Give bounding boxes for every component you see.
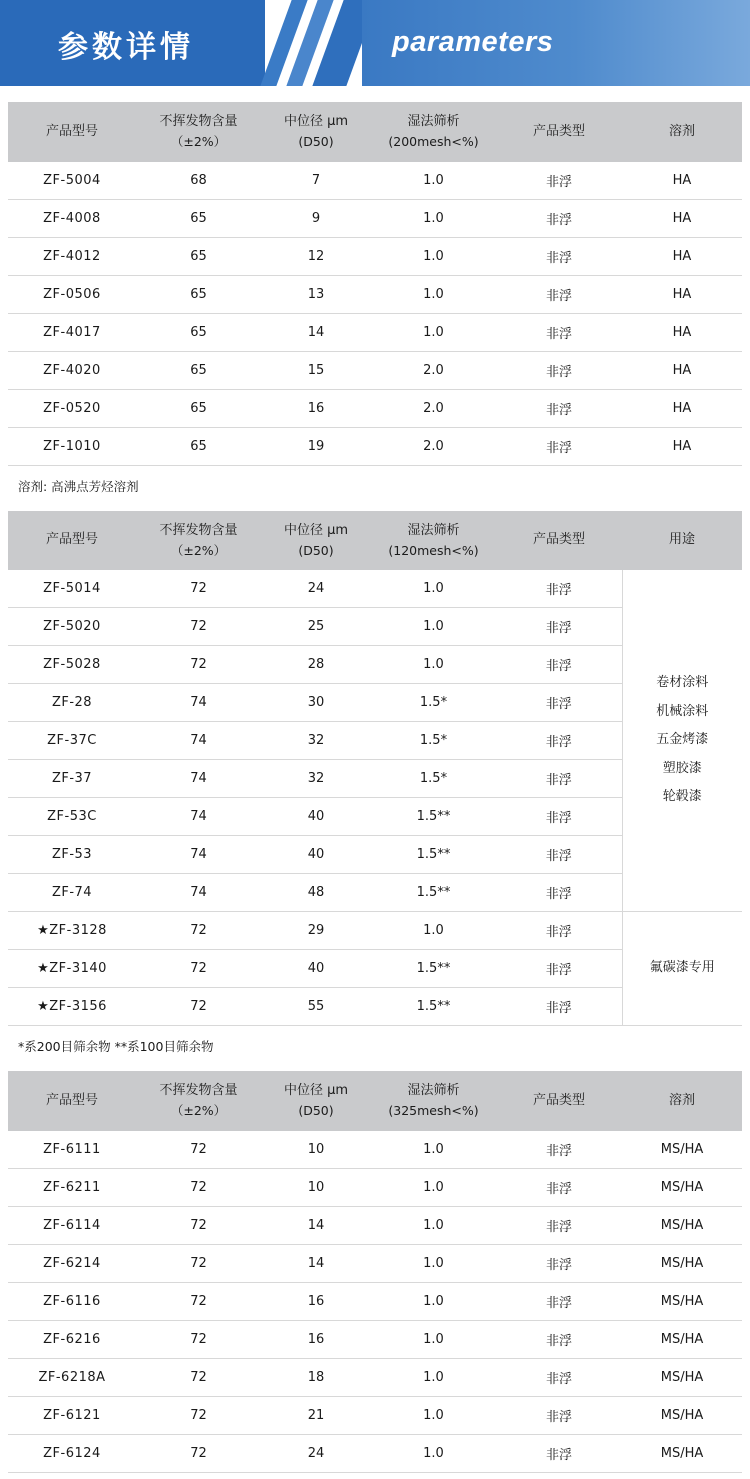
- cell-sieve: 1.0: [371, 1358, 496, 1396]
- usage-line: 轮毂漆: [662, 789, 702, 805]
- cell-median: 40: [261, 798, 371, 836]
- cell-type: 非浮: [496, 1358, 622, 1396]
- table-header-row: [8, 1071, 742, 1131]
- cell-nonvolatile: 72: [136, 570, 261, 608]
- cell-median: 12: [261, 237, 371, 275]
- table-2-body: [8, 570, 742, 1026]
- cell-median: 10: [261, 1131, 371, 1169]
- cell-model: ZF-4012: [8, 237, 136, 275]
- cell-model: ZF-6216: [8, 1320, 136, 1358]
- table-row: [8, 1358, 742, 1396]
- cell-nonvolatile: 65: [136, 199, 261, 237]
- cell-nonvolatile: 72: [136, 1168, 261, 1206]
- cell-solvent: MS/HA: [622, 1358, 742, 1396]
- cell-model: ★ZF-3140: [8, 950, 136, 988]
- cell-sieve: 1.0: [371, 1168, 496, 1206]
- th-nonvolatile: [136, 102, 261, 162]
- cell-nonvolatile: 65: [136, 275, 261, 313]
- table-3-wrap: [8, 1071, 742, 1473]
- cell-nonvolatile: 72: [136, 988, 261, 1026]
- cell-sieve: 1.0: [371, 1434, 496, 1472]
- table-header-row: [8, 511, 742, 571]
- th-median-diameter: [261, 102, 371, 162]
- th-model: 产品型号: [8, 511, 136, 571]
- cell-median: 28: [261, 646, 371, 684]
- cell-nonvolatile: 65: [136, 313, 261, 351]
- cell-median: 19: [261, 427, 371, 465]
- cell-model: ZF-37C: [8, 722, 136, 760]
- cell-sieve: 2.0: [371, 389, 496, 427]
- cell-sieve: 1.5*: [371, 760, 496, 798]
- usage-line: 卷材涂料: [656, 675, 709, 691]
- cell-solvent: MS/HA: [622, 1244, 742, 1282]
- cell-model: ZF-5004: [8, 162, 136, 200]
- th-sieve-line1: 湿法筛析: [407, 1083, 460, 1099]
- table-row: [8, 313, 742, 351]
- th-median-line2: (D50): [298, 1103, 334, 1119]
- cell-usage-group-1: [622, 570, 742, 912]
- table-row: [8, 570, 742, 608]
- cell-median: 24: [261, 570, 371, 608]
- page-title-en: parameters: [392, 26, 554, 58]
- cell-sieve: 1.5*: [371, 722, 496, 760]
- table-1-note: 溶剂: 高沸点芳烃溶剂: [18, 478, 139, 494]
- cell-model: ZF-6114: [8, 1206, 136, 1244]
- cell-model: ZF-53C: [8, 798, 136, 836]
- cell-type: 非浮: [496, 912, 622, 950]
- th-sieve-line2: (200mesh<%): [388, 134, 479, 150]
- cell-median: 7: [261, 162, 371, 200]
- th-median-line1: 中位径 μm: [283, 522, 349, 538]
- cell-model: ZF-5020: [8, 608, 136, 646]
- cell-sieve: 1.0: [371, 1320, 496, 1358]
- cell-nonvolatile: 72: [136, 1206, 261, 1244]
- cell-solvent: HA: [622, 313, 742, 351]
- cell-model: ZF-0506: [8, 275, 136, 313]
- cell-model: ZF-53: [8, 836, 136, 874]
- cell-model: ZF-74: [8, 874, 136, 912]
- th-sieve-line1: 湿法筛析: [407, 114, 460, 129]
- cell-median: 16: [261, 1320, 371, 1358]
- table-1-body: [8, 162, 742, 466]
- cell-model: ZF-1010: [8, 427, 136, 465]
- cell-type: 非浮: [496, 237, 622, 275]
- cell-solvent: MS/HA: [622, 1168, 742, 1206]
- cell-solvent: HA: [622, 199, 742, 237]
- th-product-type: 产品类型: [496, 1071, 622, 1131]
- cell-type: 非浮: [496, 1434, 622, 1472]
- cell-type: 非浮: [496, 760, 622, 798]
- th-median-diameter: [261, 1071, 371, 1131]
- cell-model: ZF-6116: [8, 1282, 136, 1320]
- cell-sieve: 1.0: [371, 237, 496, 275]
- cell-solvent: MS/HA: [622, 1396, 742, 1434]
- cell-nonvolatile: 74: [136, 684, 261, 722]
- cell-type: 非浮: [496, 1244, 622, 1282]
- cell-median: 14: [261, 1244, 371, 1282]
- th-solvent: 溶剂: [622, 1071, 742, 1131]
- cell-nonvolatile: 74: [136, 798, 261, 836]
- cell-type: 非浮: [496, 162, 622, 200]
- cell-median: 30: [261, 684, 371, 722]
- cell-model: ZF-4020: [8, 351, 136, 389]
- th-median-line1: 中位径 μm: [283, 114, 349, 129]
- th-median-line1: 中位径 μm: [283, 1083, 349, 1099]
- cell-type: 非浮: [496, 722, 622, 760]
- cell-nonvolatile: 65: [136, 389, 261, 427]
- usage-line: 塑胶漆: [662, 760, 702, 776]
- table-row: [8, 1396, 742, 1434]
- cell-model: ★ZF-3156: [8, 988, 136, 1026]
- cell-type: 非浮: [496, 389, 622, 427]
- cell-median: 10: [261, 1168, 371, 1206]
- cell-nonvolatile: 72: [136, 1320, 261, 1358]
- usage-line: 机械涂料: [656, 703, 709, 719]
- cell-model: ZF-5014: [8, 570, 136, 608]
- cell-type: 非浮: [496, 798, 622, 836]
- cell-sieve: 1.0: [371, 199, 496, 237]
- cell-type: 非浮: [496, 199, 622, 237]
- cell-nonvolatile: 65: [136, 427, 261, 465]
- cell-nonvolatile: 72: [136, 1434, 261, 1472]
- cell-model: ZF-6121: [8, 1396, 136, 1434]
- cell-nonvolatile: 72: [136, 950, 261, 988]
- cell-type: 非浮: [496, 1396, 622, 1434]
- table-2-wrap: [8, 511, 742, 1056]
- table-row: [8, 389, 742, 427]
- cell-solvent: MS/HA: [622, 1131, 742, 1169]
- parameters-table-1: [8, 102, 742, 466]
- cell-median: 14: [261, 313, 371, 351]
- cell-median: 24: [261, 1434, 371, 1472]
- table-row: [8, 275, 742, 313]
- cell-model: ZF-6214: [8, 1244, 136, 1282]
- cell-type: 非浮: [496, 570, 622, 608]
- cell-nonvolatile: 72: [136, 1396, 261, 1434]
- cell-solvent: HA: [622, 389, 742, 427]
- cell-median: 21: [261, 1396, 371, 1434]
- cell-sieve: 1.0: [371, 313, 496, 351]
- cell-sieve: 1.0: [371, 1282, 496, 1320]
- table-row: [8, 1320, 742, 1358]
- cell-type: 非浮: [496, 1206, 622, 1244]
- cell-type: 非浮: [496, 684, 622, 722]
- th-median-line2: (D50): [298, 542, 334, 558]
- cell-solvent: HA: [622, 237, 742, 275]
- cell-sieve: 1.0: [371, 1244, 496, 1282]
- th-solvent: 溶剂: [622, 102, 742, 162]
- cell-sieve: 2.0: [371, 427, 496, 465]
- cell-model: ZF-0520: [8, 389, 136, 427]
- th-product-type: 产品类型: [496, 511, 622, 571]
- table-row: [8, 351, 742, 389]
- table-header-row: [8, 102, 742, 162]
- cell-sieve: 1.5**: [371, 836, 496, 874]
- cell-type: 非浮: [496, 351, 622, 389]
- th-nonvolatile-line1: 不挥发物含量: [159, 1083, 238, 1099]
- cell-sieve: 2.0: [371, 351, 496, 389]
- cell-median: 16: [261, 389, 371, 427]
- cell-model: ZF-5028: [8, 646, 136, 684]
- th-usage: 用途: [622, 511, 742, 571]
- cell-model: ZF-6124: [8, 1434, 136, 1472]
- cell-sieve: 1.5**: [371, 798, 496, 836]
- cell-nonvolatile: 72: [136, 646, 261, 684]
- cell-median: 29: [261, 912, 371, 950]
- table-3-body: [8, 1131, 742, 1473]
- cell-median: 40: [261, 836, 371, 874]
- cell-nonvolatile: 72: [136, 1131, 261, 1169]
- cell-model: ZF-6211: [8, 1168, 136, 1206]
- page-title-cn: 参数详情: [58, 30, 194, 65]
- th-model: 产品型号: [8, 1071, 136, 1131]
- th-nonvolatile-line2: （±2%）: [170, 1103, 227, 1119]
- cell-sieve: 1.0: [371, 646, 496, 684]
- table-row: [8, 237, 742, 275]
- cell-type: 非浮: [496, 608, 622, 646]
- cell-model: ★ZF-3128: [8, 912, 136, 950]
- cell-sieve: 1.0: [371, 608, 496, 646]
- table-row: [8, 1131, 742, 1169]
- th-nonvolatile-line2: （±2%）: [170, 134, 227, 150]
- cell-model: ZF-6218A: [8, 1358, 136, 1396]
- table-row: [8, 1206, 742, 1244]
- cell-type: 非浮: [496, 427, 622, 465]
- cell-median: 25: [261, 608, 371, 646]
- cell-nonvolatile: 72: [136, 608, 261, 646]
- cell-model: ZF-4017: [8, 313, 136, 351]
- th-model: 产品型号: [8, 102, 136, 162]
- cell-type: 非浮: [496, 836, 622, 874]
- cell-nonvolatile: 65: [136, 351, 261, 389]
- cell-model: ZF-28: [8, 684, 136, 722]
- cell-nonvolatile: 65: [136, 237, 261, 275]
- table-row: [8, 162, 742, 200]
- cell-nonvolatile: 72: [136, 1358, 261, 1396]
- cell-model: ZF-37: [8, 760, 136, 798]
- cell-sieve: 1.5**: [371, 874, 496, 912]
- usage-line: 五金烤漆: [656, 732, 709, 748]
- cell-median: 32: [261, 722, 371, 760]
- table-row: [8, 912, 742, 950]
- table-2-note: *系200目筛余物 **系100目筛余物: [18, 1039, 214, 1055]
- th-wet-sieve: [371, 102, 496, 162]
- cell-type: 非浮: [496, 874, 622, 912]
- cell-sieve: 1.0: [371, 1131, 496, 1169]
- cell-nonvolatile: 68: [136, 162, 261, 200]
- th-nonvolatile-line2: （±2%）: [170, 542, 227, 558]
- cell-nonvolatile: 74: [136, 874, 261, 912]
- cell-sieve: 1.0: [371, 1206, 496, 1244]
- th-median-line2: (D50): [298, 134, 334, 150]
- bottom-spacer: [0, 1473, 750, 1479]
- cell-median: 15: [261, 351, 371, 389]
- cell-solvent: MS/HA: [622, 1282, 742, 1320]
- cell-type: 非浮: [496, 950, 622, 988]
- th-nonvolatile-line1: 不挥发物含量: [159, 114, 238, 129]
- cell-usage-group-2: 氟碳漆专用: [622, 912, 742, 1026]
- cell-median: 48: [261, 874, 371, 912]
- th-nonvolatile-line1: 不挥发物含量: [159, 522, 238, 538]
- th-nonvolatile: [136, 1071, 261, 1131]
- cell-median: 18: [261, 1358, 371, 1396]
- cell-sieve: 1.0: [371, 1396, 496, 1434]
- table-row: [8, 1168, 742, 1206]
- cell-type: 非浮: [496, 275, 622, 313]
- cell-median: 40: [261, 950, 371, 988]
- cell-median: 13: [261, 275, 371, 313]
- table-row: [8, 1282, 742, 1320]
- cell-nonvolatile: 72: [136, 912, 261, 950]
- cell-model: ZF-6111: [8, 1131, 136, 1169]
- cell-sieve: 1.0: [371, 275, 496, 313]
- cell-solvent: MS/HA: [622, 1206, 742, 1244]
- cell-median: 14: [261, 1206, 371, 1244]
- cell-sieve: 1.0: [371, 912, 496, 950]
- th-sieve-line2: (325mesh<%): [388, 1103, 479, 1119]
- cell-solvent: MS/HA: [622, 1434, 742, 1472]
- cell-type: 非浮: [496, 1131, 622, 1169]
- table-1-wrap: [8, 102, 742, 495]
- cell-sieve: 1.0: [371, 570, 496, 608]
- cell-solvent: MS/HA: [622, 1320, 742, 1358]
- cell-type: 非浮: [496, 1168, 622, 1206]
- table-row: [8, 1434, 742, 1472]
- cell-nonvolatile: 72: [136, 1282, 261, 1320]
- cell-sieve: 1.5**: [371, 950, 496, 988]
- cell-median: 55: [261, 988, 371, 1026]
- cell-sieve: 1.5*: [371, 684, 496, 722]
- cell-median: 32: [261, 760, 371, 798]
- table-row: [8, 199, 742, 237]
- parameters-table-2: [8, 511, 742, 1027]
- cell-sieve: 1.5**: [371, 988, 496, 1026]
- th-nonvolatile: [136, 511, 261, 571]
- cell-nonvolatile: 74: [136, 722, 261, 760]
- page-banner: [0, 0, 750, 86]
- cell-solvent: HA: [622, 427, 742, 465]
- cell-type: 非浮: [496, 1282, 622, 1320]
- cell-type: 非浮: [496, 1320, 622, 1358]
- cell-median: 9: [261, 199, 371, 237]
- cell-sieve: 1.0: [371, 162, 496, 200]
- cell-type: 非浮: [496, 646, 622, 684]
- cell-solvent: HA: [622, 162, 742, 200]
- cell-model: ZF-4008: [8, 199, 136, 237]
- parameters-table-3: [8, 1071, 742, 1473]
- cell-nonvolatile: 74: [136, 760, 261, 798]
- cell-nonvolatile: 74: [136, 836, 261, 874]
- table-row: [8, 1244, 742, 1282]
- th-median-diameter: [261, 511, 371, 571]
- th-wet-sieve: [371, 1071, 496, 1131]
- th-product-type: 产品类型: [496, 102, 622, 162]
- cell-solvent: HA: [622, 351, 742, 389]
- cell-type: 非浮: [496, 313, 622, 351]
- th-sieve-line1: 湿法筛析: [407, 522, 460, 538]
- th-wet-sieve: [371, 511, 496, 571]
- th-sieve-line2: (120mesh<%): [388, 542, 479, 558]
- cell-type: 非浮: [496, 988, 622, 1026]
- cell-solvent: HA: [622, 275, 742, 313]
- table-row: [8, 427, 742, 465]
- cell-nonvolatile: 72: [136, 1244, 261, 1282]
- cell-median: 16: [261, 1282, 371, 1320]
